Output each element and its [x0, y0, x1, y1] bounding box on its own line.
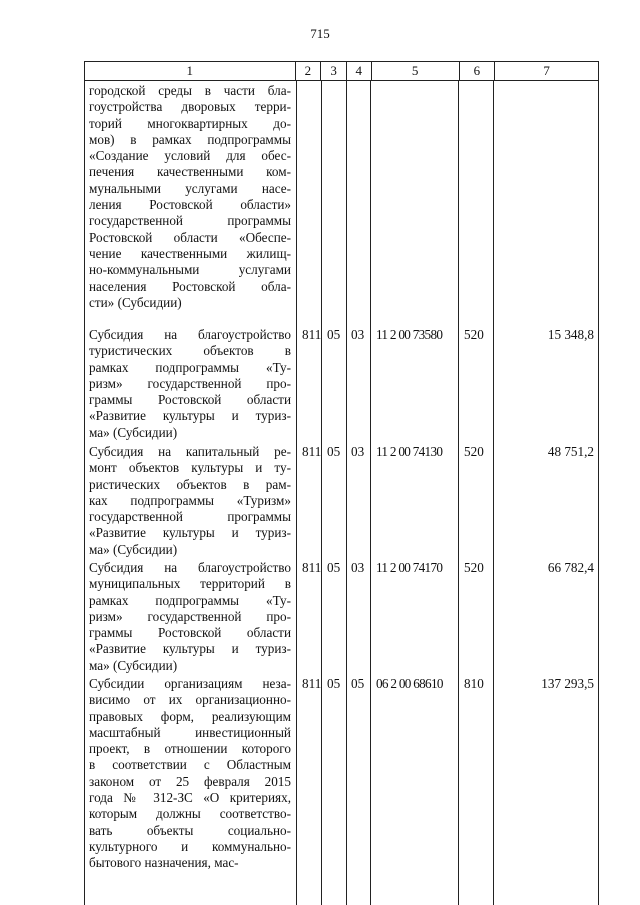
- col-3-value: 05: [327, 327, 341, 342]
- col-5-value: 11 2 00 74130: [376, 444, 443, 459]
- col-7-value: 48 751,2: [547, 444, 594, 459]
- description-line: граммы Ростовской области: [89, 625, 291, 641]
- col-5-value: 06 2 00 68610: [376, 676, 443, 691]
- description-line: городской среды в части бла-: [89, 83, 291, 98]
- description-line: ма» (Субсидии): [89, 424, 178, 440]
- table-body: [84, 81, 599, 905]
- col-4-value: 05: [351, 676, 365, 691]
- description-line: сти» (Субсидии): [89, 294, 182, 310]
- row-description: [89, 444, 291, 558]
- col-6-value: 810: [464, 676, 484, 691]
- description-line: туристических объектов в: [89, 343, 291, 359]
- description-line: бытового назначения, мас-: [89, 855, 239, 871]
- description-line: в соответствии с Областным: [89, 757, 291, 773]
- description-line: года № 312-ЗС «О критериях,: [89, 790, 291, 806]
- description-line: населения Ростовской обла-: [89, 278, 291, 294]
- description-line: ризм» государственной про-: [89, 375, 291, 391]
- col-2-value: 811: [302, 676, 322, 691]
- page-number: 715: [310, 26, 330, 41]
- description-line: Субсидия на благоустройство: [89, 560, 291, 575]
- description-line: граммы Ростовской области: [89, 392, 291, 408]
- header-col-2: 2: [295, 62, 321, 80]
- col-3-value: 05: [327, 560, 341, 575]
- col-7-value: 15 348,8: [547, 327, 594, 342]
- col-7-value: 66 782,4: [547, 560, 594, 575]
- description-line: торий многоквартирных до-: [89, 115, 291, 131]
- col-2-value: 811: [302, 444, 322, 459]
- description-line: висимо от их организационно-: [89, 692, 291, 708]
- table-border-right: [598, 81, 599, 905]
- col-6-value: 520: [464, 560, 484, 575]
- description-line: законом от 25 февраля 2015: [89, 773, 291, 789]
- col-4-value: 03: [351, 327, 365, 342]
- description-line: «Развитие культуры и туриз-: [89, 525, 291, 541]
- description-line: ристических объектов в рам-: [89, 476, 291, 492]
- column-divider: [321, 81, 322, 905]
- description-line: Субсидии организациям неза-: [89, 676, 291, 691]
- description-line: чение качественными жилищ-: [89, 245, 291, 261]
- header-col-6: 6: [459, 62, 495, 80]
- col-2-value: 811: [302, 327, 322, 342]
- description-line: ма» (Субсидии): [89, 541, 178, 557]
- description-line: рамках подпрограммы «Ту-: [89, 592, 291, 608]
- description-line: Ростовской области «Обеспе-: [89, 229, 291, 245]
- description-line: масштабный инвестиционный: [89, 724, 291, 740]
- description-line: гоустройства дворовых терри-: [89, 99, 291, 115]
- col-5-value: 11 2 00 74170: [376, 560, 443, 575]
- header-col-5: 5: [371, 62, 459, 80]
- row-description: [89, 83, 291, 311]
- description-line: муниципальных территорий в: [89, 576, 291, 592]
- table-border-left: [84, 81, 85, 905]
- description-line: правовых форм, реализующим: [89, 708, 291, 724]
- column-divider: [346, 81, 347, 905]
- budget-table: [84, 61, 599, 871]
- description-line: «Развитие культуры и туриз-: [89, 408, 291, 424]
- col-4-value: 03: [351, 560, 365, 575]
- description-line: ма» (Субсидии): [89, 657, 178, 673]
- description-line: вать объекты социально-: [89, 822, 291, 838]
- col-6-value: 520: [464, 444, 484, 459]
- description-line: рамках подпрограммы «Ту-: [89, 359, 291, 375]
- description-line: культурного и коммунально-: [89, 838, 291, 854]
- description-line: Субсидия на благоустройство: [89, 327, 291, 342]
- description-line: которым должны соответство-: [89, 806, 291, 822]
- header-col-3: 3: [320, 62, 346, 80]
- description-line: монт объектов культуры и ту-: [89, 460, 291, 476]
- description-line: «Развитие культуры и туриз-: [89, 641, 291, 657]
- col-5-value: 11 2 00 73580: [376, 327, 443, 342]
- column-divider: [370, 81, 371, 905]
- description-line: Субсидия на капитальный ре-: [89, 444, 291, 459]
- description-line: ках подпрограммы «Туризм»: [89, 492, 291, 508]
- row-description: [89, 676, 291, 872]
- column-divider: [458, 81, 459, 905]
- description-line: мов) в рамках подпрограммы: [89, 131, 291, 147]
- description-line: ления Ростовской области»: [89, 197, 291, 213]
- col-6-value: 520: [464, 327, 484, 342]
- description-line: но-коммунальными услугами: [89, 262, 291, 278]
- table-header: [84, 61, 599, 81]
- description-line: печения качественными ком-: [89, 164, 291, 180]
- row-description: [89, 327, 291, 441]
- column-divider: [493, 81, 494, 905]
- col-2-value: 811: [302, 560, 322, 575]
- description-line: мунальными услугами насе-: [89, 180, 291, 196]
- description-line: государственной программы: [89, 509, 291, 525]
- col-3-value: 05: [327, 676, 341, 691]
- description-line: государственной программы: [89, 213, 291, 229]
- col-3-value: 05: [327, 444, 341, 459]
- row-description: [89, 560, 291, 674]
- description-line: «Создание условий для обес-: [89, 148, 291, 164]
- header-col-4: 4: [346, 62, 371, 80]
- col-4-value: 03: [351, 444, 365, 459]
- header-col-7: 7: [494, 62, 598, 80]
- col-7-value: 137 293,5: [541, 676, 594, 691]
- description-line: проект, в отношении которого: [89, 741, 291, 757]
- description-line: ризм» государственной про-: [89, 608, 291, 624]
- column-divider: [296, 81, 297, 905]
- header-col-1: 1: [186, 63, 193, 78]
